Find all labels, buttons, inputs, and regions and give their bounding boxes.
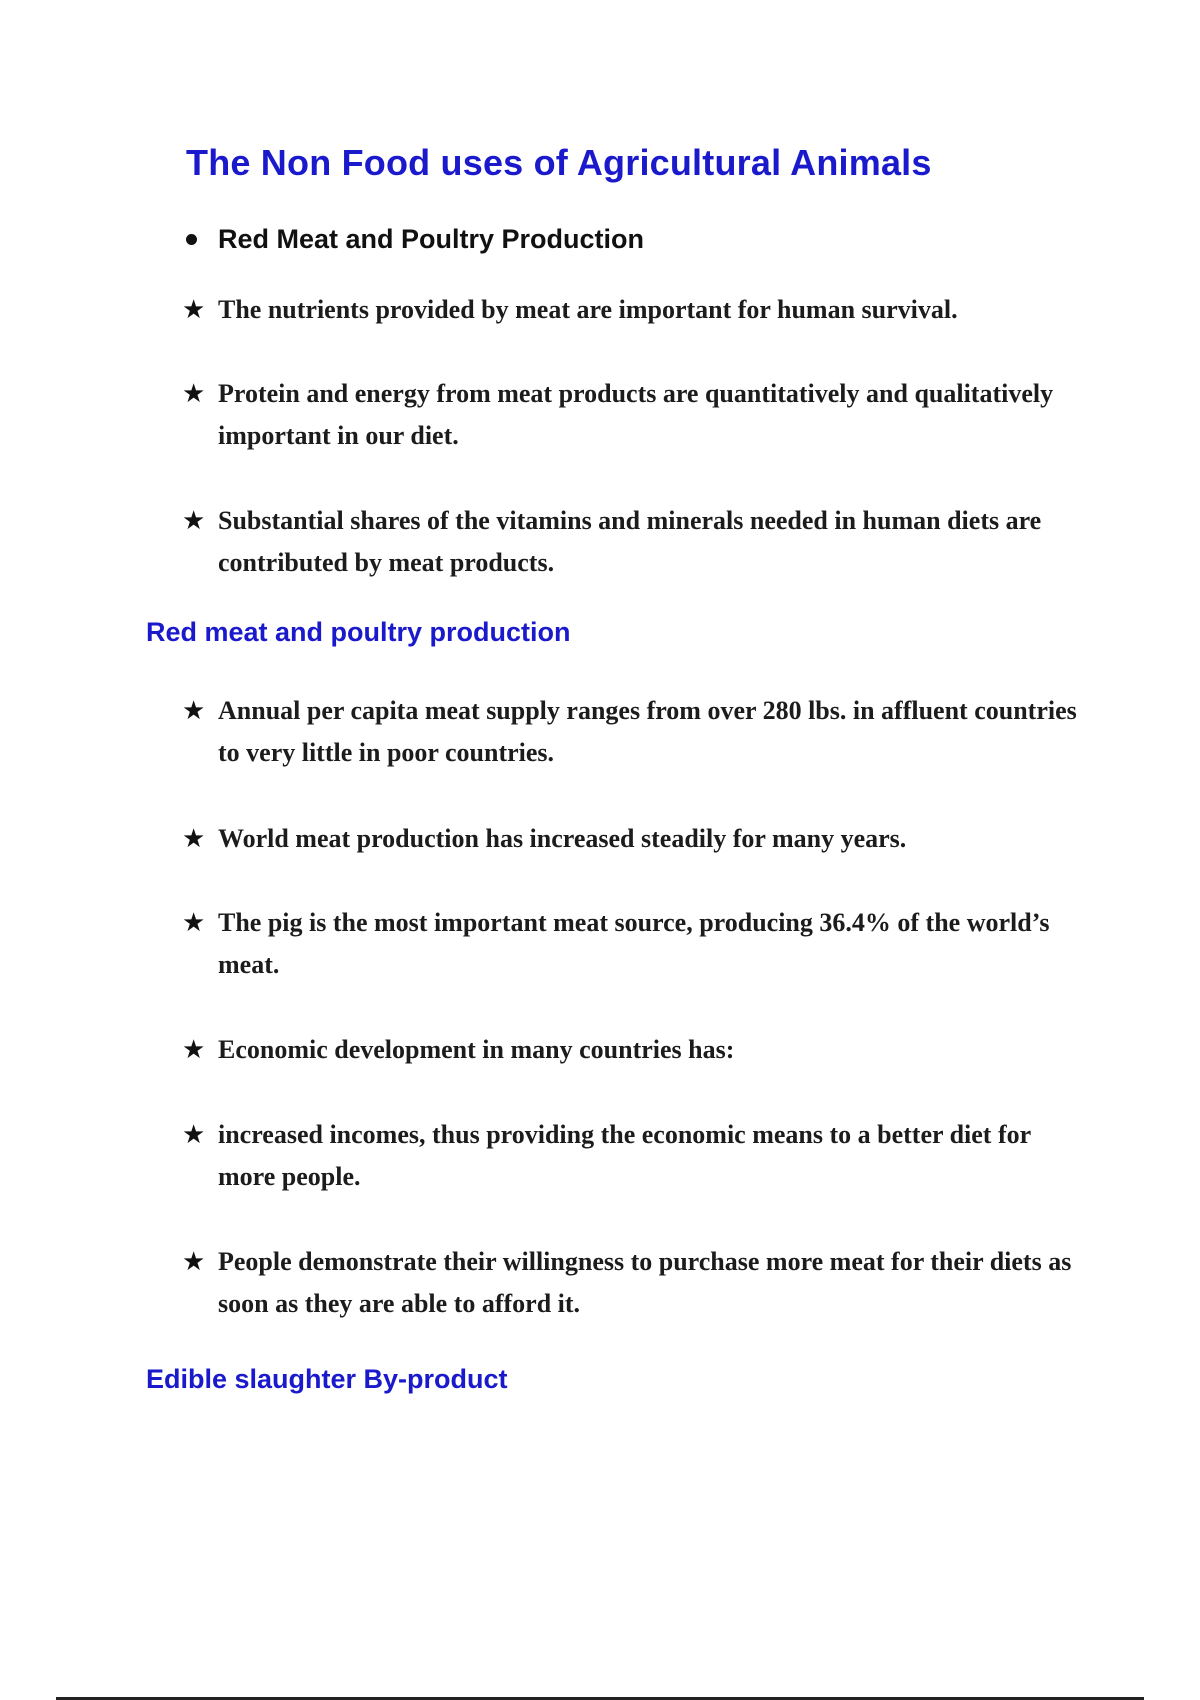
list-item [182, 1114, 1082, 1198]
list-item-text: The nutrients provided by meat are important for human survival. [218, 295, 958, 324]
list-item [182, 373, 1082, 457]
subheading-text: Red Meat and Poultry Production [218, 224, 645, 254]
bullet-subheading [182, 224, 644, 255]
section-heading-red-meat: Red meat and poultry production [146, 617, 571, 647]
star-icon: ★ [182, 295, 206, 325]
list-item-text: People demonstrate their willingness to purchase more meat for their diets as soon as they are able to afford it. [218, 1247, 1072, 1318]
list-item-text: World meat production has increased steadily for many years. [218, 824, 907, 853]
list-item [182, 500, 1082, 584]
list-item-text: Annual per capita meat supply ranges from over 280 lbs. in affluent countries to very little in poor countries. [218, 696, 1077, 767]
star-icon: ★ [182, 1035, 206, 1065]
star-icon: ★ [182, 1247, 206, 1277]
list-item [182, 818, 1082, 860]
list-item-text: Economic development in many countries has: [218, 1035, 735, 1064]
list-item [182, 1029, 1082, 1071]
bullet-dot-icon [186, 234, 197, 245]
list-item-text: Substantial shares of the vitamins and minerals needed in human diets are contributed by meat products. [218, 506, 1042, 577]
star-icon: ★ [182, 379, 206, 409]
list-item-text: Protein and energy from meat products are quantitatively and qualitatively important in our diet. [218, 379, 1054, 450]
star-icon: ★ [182, 824, 206, 854]
list-item-text: The pig is the most important meat source, producing 36.4% of the world’s meat. [218, 908, 1050, 979]
section-heading-edible-by-product: Edible slaughter By-product [146, 1364, 508, 1394]
list-item-text: increased incomes, thus providing the economic means to a better diet for more people. [218, 1120, 1031, 1191]
page-title: The Non Food uses of Agricultural Animals [186, 142, 932, 183]
list-item [182, 690, 1082, 774]
star-icon: ★ [182, 506, 206, 536]
star-icon: ★ [182, 696, 206, 726]
list-item [182, 1241, 1082, 1325]
list-item [182, 289, 1082, 331]
star-icon: ★ [182, 1120, 206, 1150]
list-item [182, 902, 1082, 986]
star-icon: ★ [182, 908, 206, 938]
